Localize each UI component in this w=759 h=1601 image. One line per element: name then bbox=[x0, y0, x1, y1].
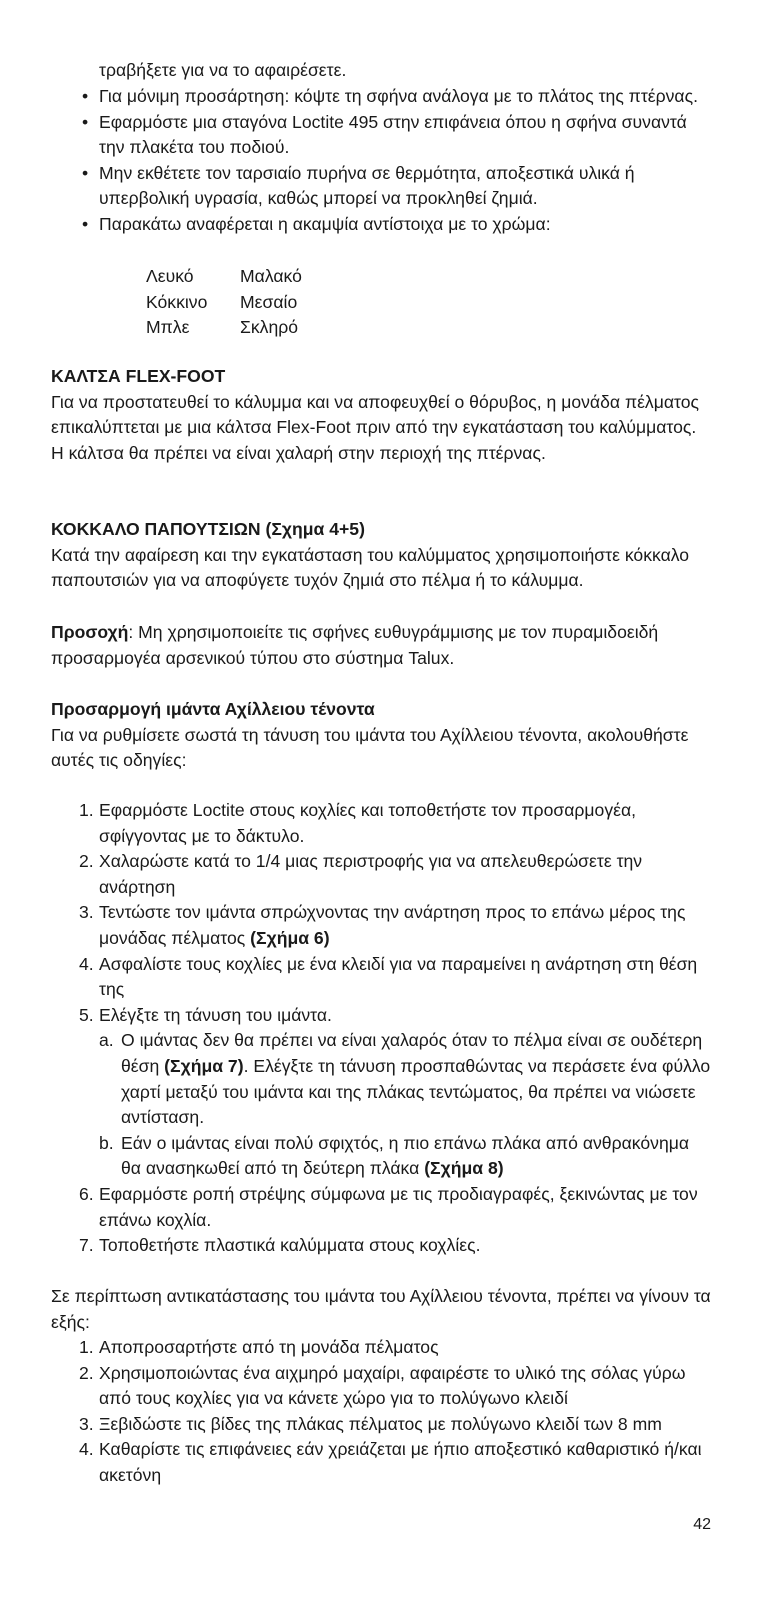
list-item: 1. Αποπροσαρτήστε από τη μονάδα πέλματος bbox=[79, 1337, 439, 1357]
list-item: 4. Καθαρίστε τις επιφάνειες εάν χρειάζεται με ήπιο αποξεστικό καθαριστικό ή/και ακετόνη bbox=[79, 1439, 702, 1485]
replacement-steps bbox=[51, 1335, 711, 1489]
list-item: 2. Χρησιμοποιώντας ένα αιχμηρό μαχαίρι, αφαιρέστε το υλικό της σόλας γύρω από τους κοχλίες για να κάνετε χώρο για το πολύγωνο κλειδί bbox=[79, 1362, 686, 1409]
achilles-section bbox=[51, 697, 711, 774]
sub-list bbox=[99, 1028, 711, 1182]
adjustment-steps bbox=[51, 798, 711, 1259]
list-item: 3. Τεντώστε τον ιμάντα σπρώχνοντας την ανάρτηση προς το επάνω μέρος της μονάδας πέλματος (Σχήμα 6) bbox=[79, 902, 686, 948]
color-cell: Μπλε bbox=[146, 317, 190, 338]
color-cell: Λευκό bbox=[146, 266, 194, 286]
list-item: • Εφαρμόστε μια σταγόνα Loctite 495 στην επιφάνεια όπου η σφήνα συναντά την πλακέτα του ποδιού. bbox=[51, 110, 711, 161]
continued-line: τραβήξετε για να το αφαιρέσετε. bbox=[99, 60, 347, 80]
caution-text: : Μη χρησιμοποιείτε τις σφήνες ευθυγράμμισης με τον πυραμιδοειδή προσαρμογέα αρσενικού τύπου στο σύστημα Talux. bbox=[51, 622, 659, 668]
stiffness-cell: Μαλακό bbox=[240, 266, 302, 286]
list-item: • Για μόνιμη προσάρτηση: κόψτε τη σφήνα ανάλογα με το πλάτος της πτέρνας. bbox=[51, 84, 711, 110]
section-text: Κατά την αφαίρεση και την εγκατάσταση του καλύμματος χρησιμοποιήστε κόκκαλο παπουτσιών για να αποφύγετε τυχόν ζημιά στο πέλμα ή το κάλυμμα. bbox=[51, 544, 690, 591]
list-item: 3. Ξεβιδώστε τις βίδες της πλάκας πέλματος με πολύγωνο κλειδί των 8 mm bbox=[79, 1413, 662, 1434]
list-item: • Μην εκθέτετε τον ταρσιαίο πυρήνα σε θερμότητα, αποξεστικά υλικά ή υπερβολική υγρασία, καθώς μπορεί να προκληθεί ζημιά. bbox=[51, 161, 711, 212]
list-item: 6. Εφαρμόστε ροπή στρέψης σύμφωνα με τις προδιαγραφές, ξεκινώντας με τον επάνω κοχλία. bbox=[79, 1183, 698, 1230]
section-heading: Προσαρμογή ιμάντα Αχίλλειου τένοντα bbox=[51, 699, 375, 719]
list-item: 7. Τοποθετήστε πλαστικά καλύμματα στους κοχλίες. bbox=[79, 1235, 481, 1256]
list-item: a. Ο ιμάντας δεν θα πρέπει να είναι χαλαρός όταν το πέλμα είναι σε ουδέτερη θέση (Σχήμα 7). Ελέγξτε τη τάνυση προσπαθώντας να περάσετε ένα φύλλο χαρτί μεταξύ του ιμάντα και της πλάκας τεντώματος, θα πρέπει να νιώσετε αντίσταση. bbox=[99, 1030, 711, 1128]
caution-label: Προσοχή bbox=[51, 622, 129, 642]
list-item: 5. Ελέγξτε τη τάνυση του ιμάντα. a. Ο ιμάντας δεν θα πρέπει να είναι χαλαρός όταν το πέλμα είναι σε ουδέτερη θέση (Σχήμα 7). Ελέγξτε τη τάνυση προσπαθώντας να περάσετε ένα φύλλο χαρτί μεταξύ του ιμάντα και της πλάκας τεντώματος, θα πρέπει να νιώσετε αντίσταση. b. Εάν ο ιμάντας είναι πολύ σφιχτός, η πιο επάνω πλάκα από ανθρακόνημα θα ανασηκωθεί από τη δεύτερη πλάκα (Σχήμα 8) bbox=[51, 1003, 711, 1182]
table-row bbox=[146, 315, 302, 341]
page-number: 42 bbox=[693, 1516, 711, 1533]
list-item: b. Εάν ο ιμάντας είναι πολύ σφιχτός, η πιο επάνω πλάκα από ανθρακόνημα θα ανασηκωθεί από τη δεύτερη πλάκα (Σχήμα 8) bbox=[99, 1132, 690, 1179]
list-item: 2. Χαλαρώστε κατά το 1/4 μιας περιστροφής για να απελευθερώσετε την ανάρτηση bbox=[79, 851, 643, 897]
table-row bbox=[146, 264, 302, 290]
section-heading: ΚΑΛΤΣΑ FLEX-FOOT bbox=[51, 366, 226, 386]
sock-section bbox=[51, 364, 711, 466]
stiffness-cell: Μεσαίο bbox=[240, 291, 298, 312]
shoehorn-section bbox=[51, 517, 711, 594]
color-cell: Κόκκινο bbox=[146, 291, 208, 312]
section-text: Για να προστατευθεί το κάλυμμα και να αποφευχθεί ο θόρυβος, η μονάδα πέλματος επικαλύπτεται με μια κάλτσα Flex-Foot πριν από την εγκατάσταση του καλύμματος. Η κάλτσα θα πρέπει να είναι χαλαρή στην περιοχή της πτέρνας. bbox=[51, 391, 700, 463]
section-text: Για να ρυθμίσετε σωστά τη τάνυση του ιμάντα του Αχίλλειου τένοντα, ακολουθήστε αυτές τις οδηγίες: bbox=[51, 724, 689, 771]
list-item: 4. Ασφαλίστε τους κοχλίες με ένα κλειδί για να παραμείνει η ανάρτηση στη θέση της bbox=[79, 953, 698, 1000]
section-heading: ΚΟΚΚΑΛΟ ΠΑΠΟΥΤΣΙΩΝ (Σχημα 4+5) bbox=[51, 519, 365, 539]
table-row bbox=[146, 290, 302, 316]
stiffness-table bbox=[146, 264, 302, 341]
list-item: • Παρακάτω αναφέρεται η ακαμψία αντίστοιχα με το χρώμα: bbox=[51, 212, 711, 238]
stiffness-cell: Σκληρό bbox=[240, 317, 299, 338]
list-item: 1. Εφαρμόστε Loctite στους κοχλίες και τοποθετήστε τον προσαρμογέα, σφίγγοντας με το δάκτυλο. bbox=[79, 800, 637, 846]
bullet-list bbox=[51, 84, 711, 238]
replacement-intro: Σε περίπτωση αντικατάστασης του ιμάντα του Αχίλλειου τένοντα, πρέπει να γίνουν τα εξής: bbox=[51, 1286, 711, 1332]
caution-paragraph bbox=[51, 620, 711, 671]
